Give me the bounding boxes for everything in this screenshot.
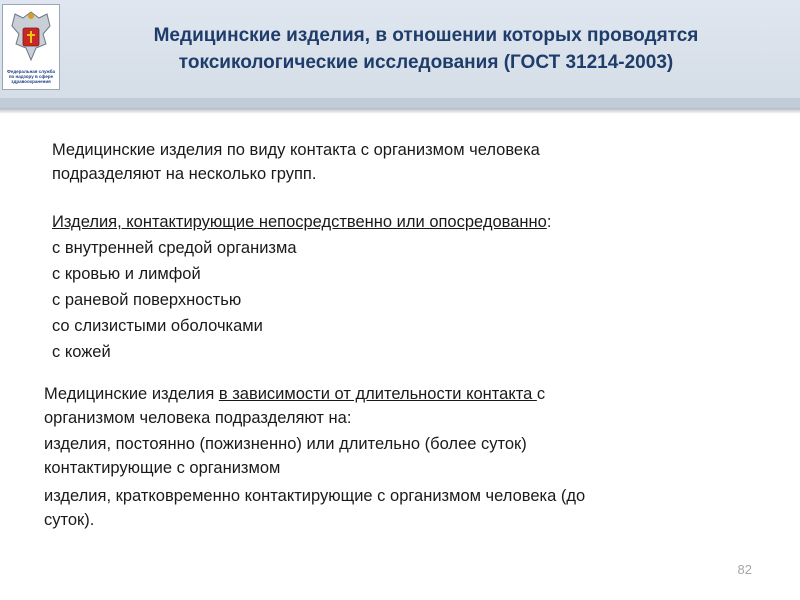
group2-intro-start: Медицинские изделия: [44, 385, 219, 403]
intro-line-2: подразделяют на несколько групп.: [52, 165, 317, 183]
group2-item: [30, 432, 44, 456]
page-number: 82: [737, 562, 752, 577]
group1-heading-text: Изделия, контактирующие непосредственно или опосредованно: [52, 213, 547, 231]
group2-item: [30, 484, 44, 508]
group1-heading-colon: :: [546, 213, 552, 231]
group1-heading: [52, 210, 551, 234]
group1-item: [38, 340, 111, 364]
eagle-emblem-icon: [6, 8, 56, 68]
title-line-1: Медицинские изделия, в отношении которых проводятся: [153, 25, 699, 46]
group1-item: [38, 288, 241, 312]
group1-item: [38, 314, 263, 338]
group2-item-1-line-2: контактирующие с организмом: [44, 459, 281, 477]
group2-intro-line-1: [44, 382, 764, 406]
emblem-logo: [2, 4, 60, 90]
group2-intro-underlined: в зависимости от длительности контакта: [218, 385, 537, 403]
title-line-2: токсикологические исследования (ГОСТ 31214-2003): [178, 52, 674, 73]
group1-item-text: с кровью и лимфой: [52, 265, 201, 283]
group2-intro-line-2: организмом человека подразделяют на:: [44, 409, 352, 427]
group1-item-text: с раневой поверхностью: [52, 291, 242, 309]
group1-item-text: со слизистыми оболочками: [52, 317, 263, 335]
intro-line-1: Медицинские изделия по виду контакта с организмом человека: [52, 141, 540, 159]
header-divider: [0, 98, 800, 108]
group2-item-1-line-1: изделия, постоянно (пожизненно) или длительно (более суток): [44, 435, 527, 453]
logo-caption: Федеральная служба по надзору в сфере здравоохранения: [6, 69, 55, 84]
group1-item-text: с внутренней средой организма: [52, 239, 297, 257]
group1-item: [38, 236, 297, 260]
page-title: [96, 22, 756, 76]
group2-intro-end: с: [536, 385, 546, 403]
header-shadow: [0, 108, 800, 114]
group2-item-2-line-1: изделия, кратковременно контактирующие с организмом человека (до: [44, 487, 586, 505]
group2-item-2-line-2: суток).: [44, 511, 95, 529]
group1-item-text: с кожей: [52, 343, 111, 361]
group1-item: [38, 262, 201, 286]
